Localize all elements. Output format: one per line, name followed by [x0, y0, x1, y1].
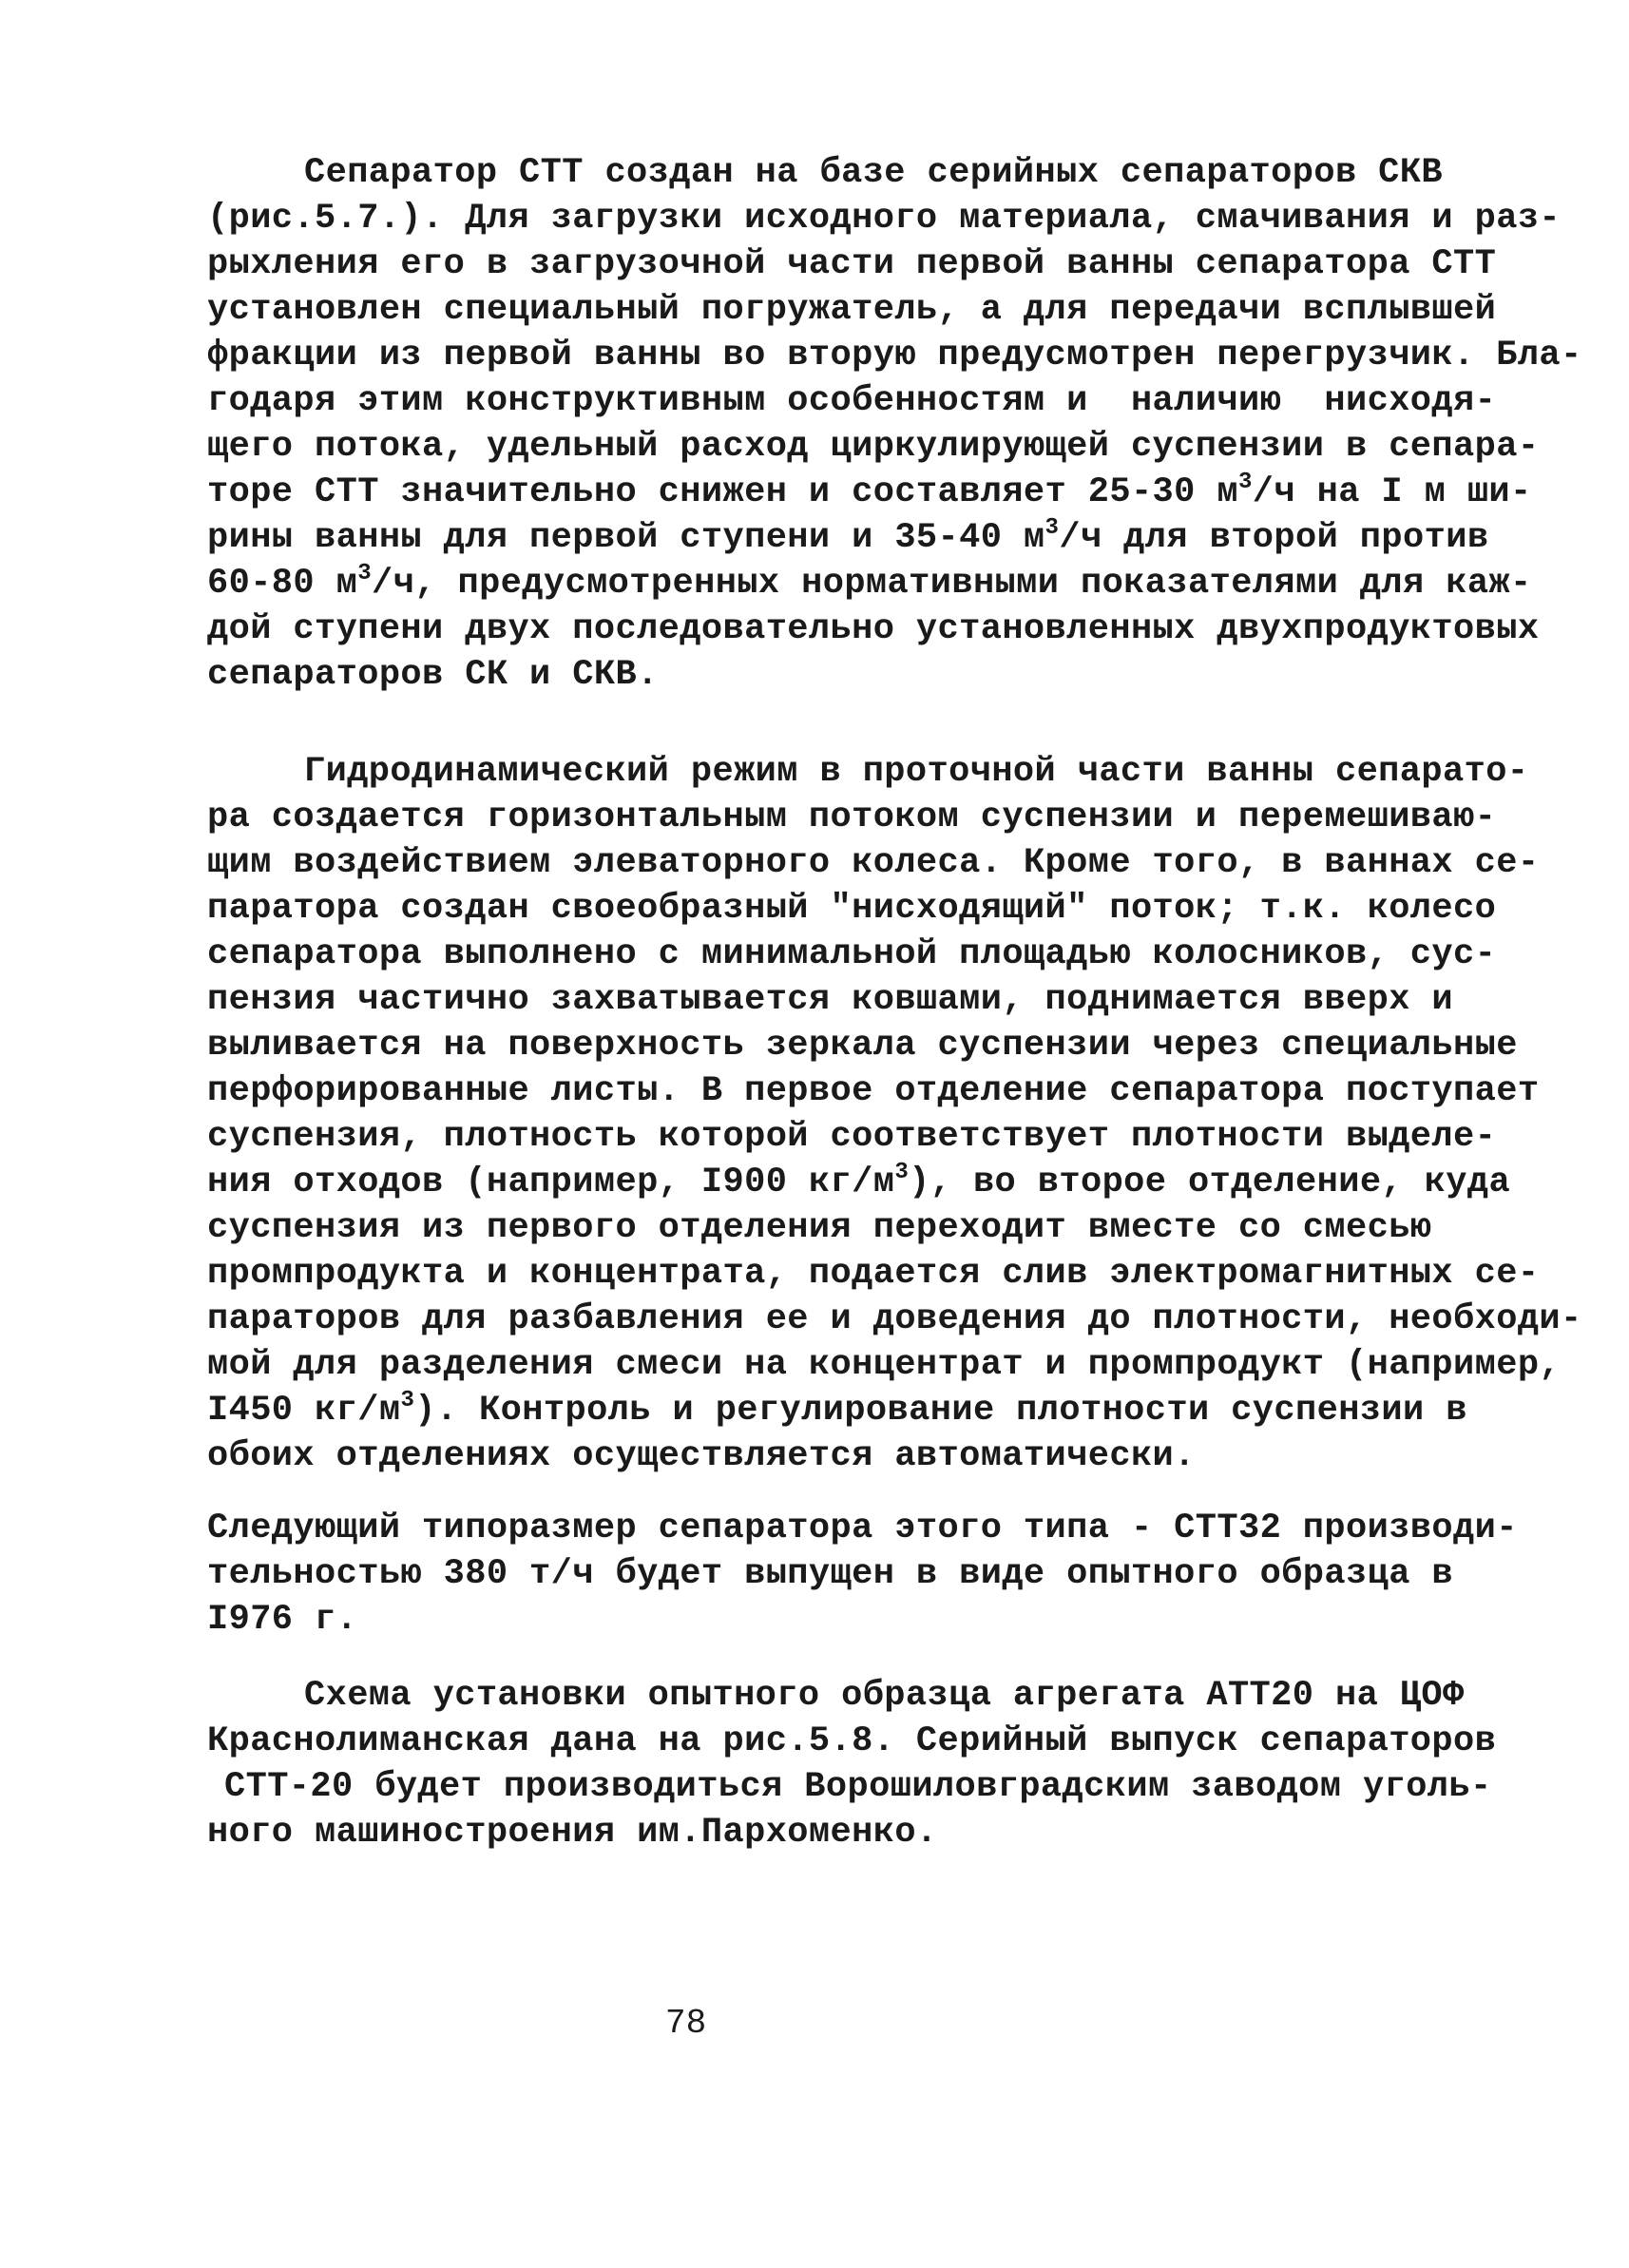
text-run: ного машиностроения им.Пархоменко.: [207, 1813, 938, 1853]
text-run: обоих отделениях осуществляется автоматически.: [207, 1436, 1196, 1476]
text-run: рины ванны для первой ступени и 35-40 м: [207, 518, 1045, 558]
text-run: фракции из первой ванны во вторую предусмотрен перегрузчик. Бла-: [207, 336, 1582, 375]
text-line: [304, 1673, 1465, 1719]
text-run: установлен специальный погружатель, а для передачи всплывшей: [207, 290, 1497, 330]
text-line: [207, 470, 1532, 515]
superscript: 3: [400, 1388, 415, 1413]
text-run: Схема установки опытного образца агрегата АТТ20 на ЦОФ: [304, 1676, 1465, 1716]
text-run: ). Контроль и регулирование плотности суспензии в: [414, 1391, 1467, 1431]
text-line: [207, 287, 1496, 333]
text-line: [207, 1388, 1467, 1433]
text-line: [207, 196, 1561, 241]
text-run: (рис.5.7.). Для загрузки исходного материала, смачивания и раз-: [207, 199, 1562, 239]
text-line: [207, 886, 1496, 932]
text-run: ра создается горизонтальным потоком суспензии и перемешиваю-: [207, 798, 1497, 837]
text-line: [207, 378, 1496, 424]
text-line: [207, 1597, 357, 1643]
text-line: [207, 977, 1453, 1023]
text-line: [207, 1810, 938, 1855]
text-run: рыхления его в загрузочной части первой ванны сепаратора СТТ: [207, 244, 1497, 284]
text-line: [207, 1114, 1496, 1160]
text-run: СТТ-20 будет производиться Ворошиловградским заводом уголь-: [224, 1767, 1492, 1807]
text-line: [207, 1023, 1518, 1068]
text-line: [207, 241, 1496, 287]
text-run: промпродукта и концентрата, подается слив электромагнитных се-: [207, 1254, 1540, 1294]
text-line: [207, 1160, 1510, 1205]
text-line: [207, 1506, 1518, 1551]
superscript: 3: [1044, 515, 1060, 541]
text-run: Гидродинамический режим в проточной части ванны сепарато-: [304, 752, 1529, 792]
text-line: [207, 840, 1539, 886]
text-run: выливается на поверхность зеркала суспензии через специальные: [207, 1026, 1518, 1066]
text-line: [207, 515, 1488, 561]
text-line: [207, 333, 1582, 378]
text-run: сепаратора выполнено с минимальной площадью колосников, сус-: [207, 934, 1497, 974]
text-run: ния отходов (например, I900 кг/м: [207, 1163, 895, 1202]
text-line: [207, 652, 659, 698]
text-run: перфорированные листы. В первое отделение сепаратора поступает: [207, 1071, 1540, 1111]
text-run: ), во второе отделение, куда: [909, 1163, 1511, 1202]
text-run: годаря этим конструктивным особенностям и наличию нисходя-: [207, 381, 1497, 421]
page-number: 78: [665, 2004, 707, 2043]
text-line: [207, 932, 1496, 977]
text-line: [207, 1719, 1496, 1764]
text-run: I976 г.: [207, 1600, 358, 1640]
text-run: Следующий типоразмер сепаратора этого типа - СТТ32 производи-: [207, 1509, 1518, 1548]
text-run: суспензия, плотность которой соответствует плотности выделе-: [207, 1117, 1497, 1157]
text-run: пензия частично захватывается ковшами, поднимается вверх и: [207, 980, 1454, 1020]
text-line: [207, 561, 1532, 606]
text-line: [207, 1205, 1431, 1251]
text-run: щим воздействием элеваторного колеса. Кроме того, в ваннах се-: [207, 843, 1540, 883]
text-line: [224, 1764, 1492, 1810]
text-line: [304, 150, 1443, 196]
text-run: Краснолиманская дана на рис.5.8. Серийный выпуск сепараторов: [207, 1721, 1497, 1761]
text-run: /ч на I м ши-: [1252, 472, 1532, 512]
superscript: 3: [894, 1160, 910, 1185]
text-line: [207, 1433, 1196, 1479]
text-run: торе СТТ значительно снижен и составляет 25-30 м: [207, 472, 1238, 512]
text-line: [207, 1297, 1582, 1342]
text-run: /ч для второй против: [1059, 518, 1489, 558]
text-line: [207, 606, 1539, 652]
text-run: I450 кг/м: [207, 1391, 401, 1431]
text-run: Сепаратор СТТ создан на базе серийных сепараторов СКВ: [304, 153, 1443, 193]
text-run: дой ступени двух последовательно установленных двухпродуктовых: [207, 609, 1540, 649]
text-line: [207, 1342, 1561, 1388]
text-run: паратора создан своеобразный "нисходящий" поток; т.к. колесо: [207, 889, 1497, 929]
text-line: [207, 795, 1496, 840]
text-run: мой для разделения смеси на концентрат и промпродукт (например,: [207, 1345, 1562, 1385]
text-line: [207, 424, 1539, 470]
text-run: тельностью 380 т/ч будет выпущен в виде опытного образца в: [207, 1554, 1454, 1594]
superscript: 3: [1237, 470, 1253, 495]
text-run: сепараторов СК и СКВ.: [207, 655, 659, 695]
text-line: [207, 1251, 1539, 1297]
text-line: [304, 749, 1528, 795]
superscript: 3: [357, 561, 373, 586]
text-run: щего потока, удельный расход циркулирующей суспензии в сепара-: [207, 427, 1540, 467]
text-line: [207, 1068, 1539, 1114]
text-run: /ч, предусмотренных нормативными показателями для каж-: [372, 564, 1532, 604]
text-run: суспензия из первого отделения переходит вместе со смесью: [207, 1208, 1432, 1248]
text-run: параторов для разбавления ее и доведения до плотности, необходи-: [207, 1299, 1582, 1339]
text-line: [207, 1551, 1453, 1597]
text-run: 60-80 м: [207, 564, 358, 604]
